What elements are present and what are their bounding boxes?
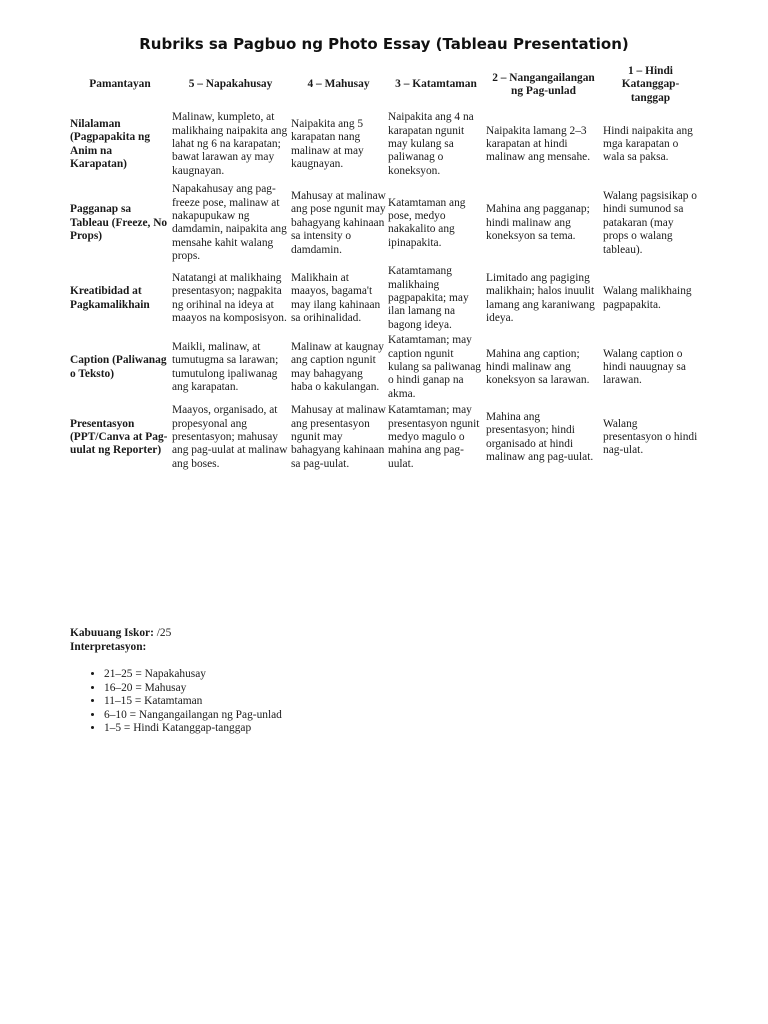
column-header: 4 – Mahusay: [307, 78, 370, 91]
list-item: • 1–5 = Hindi Katanggap-tanggap: [104, 722, 282, 736]
rubric-cell: Katamtamang malikhaing pagpapakita; may ilan lamang na bagong ideya.: [388, 265, 469, 331]
rubric-cell: Katamtaman ang pose, medyo nakakalito ang ipinapakita.: [388, 196, 466, 249]
column-header: 5 – Napakahusay: [188, 78, 273, 91]
list-item: • 21–25 = Napakahusay: [104, 668, 282, 682]
table-row: [69, 183, 699, 263]
rubric-cell: Naipakita ang 4 na karapatan ngunit may kulang sa paliwanag o koneksyon.: [388, 111, 474, 177]
table-header-row: [69, 64, 699, 106]
rubric-cell: Naipakita lamang 2–3 karapatan at hindi malinaw ang mensahe.: [486, 124, 591, 164]
table-row: [69, 106, 699, 183]
column-header: 2 – Nangangailangan ng Pag-unlad: [492, 71, 595, 98]
rubric-cell: Malinaw, kumpleto, at malikhaing naipakita ang lahat ng 6 na karapatan; bawat larawan ay may kaugnayan.: [172, 111, 288, 177]
rubric-cell: Walang caption o hindi nauugnay sa larawan.: [603, 347, 686, 387]
list-item: • 16–20 = Mahusay: [104, 682, 282, 696]
criterion-cell: Nilalaman (Pagpapakita ng Anim na Karapatan): [70, 117, 151, 171]
rubric-cell: Malikhain at maayos, bagama't may ilang kahinaan sa orihinalidad.: [291, 271, 381, 325]
rubric-cell: Walang presentasyon o hindi nag-ulat.: [603, 417, 698, 457]
table-row: [69, 334, 699, 402]
total-score-value: /25: [156, 627, 172, 639]
list-item: • 6–10 = Nangangailangan ng Pag-unlad: [104, 709, 282, 723]
document-title: Rubriks sa Pagbuo ng Photo Essay (Tableau Presentation): [139, 35, 629, 53]
rubric-cell: Mahina ang caption; hindi malinaw ang koneksyon sa larawan.: [486, 347, 590, 387]
rubric-cell: Naipakita ang 5 karapatan nang malinaw at may kaugnayan.: [291, 117, 364, 171]
rubric-cell: Walang pagsisikap o hindi sumunod sa patakaran (may props o walang tableau).: [603, 189, 697, 256]
rubric-cell: Natatangi at malikhaing presentasyon; nagpakita ng orihinal na ideya at maayos na komposisyon.: [172, 271, 287, 325]
rubric-cell: Limitado ang pagiging malikhain; halos inuulit lamang ang karaniwang ideya.: [486, 271, 595, 325]
rubric-table: [69, 64, 699, 474]
rubric-cell: Katamtaman; may caption ngunit kulang sa paliwanag o hindi ganap na akma.: [388, 334, 481, 400]
rubric-cell: Walang malikhaing pagpapakita.: [603, 285, 692, 311]
criterion-cell: Kreatibidad at Pagkamalikhain: [70, 285, 150, 311]
rubric-cell: Mahina ang pagganap; hindi malinaw ang koneksyon sa tema.: [486, 203, 590, 243]
rubric-cell: Malinaw at kaugnay ang caption ngunit may bahagyang haba o kakulangan.: [291, 340, 384, 394]
rubric-cell: Mahusay at malinaw ang pose ngunit may bahagyang kahinaan sa intensity o damdamin.: [291, 189, 386, 256]
column-header: Pamantayan: [89, 78, 151, 91]
interpretation-list: [86, 668, 282, 736]
rubric-cell: Maikli, malinaw, at tumutugma sa larawan; tumutulong ipaliwanag ang karapatan.: [172, 340, 279, 394]
total-score-line: [70, 627, 171, 641]
criterion-cell: Caption (Paliwanag o Teksto): [70, 354, 167, 380]
rubric-cell: Napakahusay ang pag-freeze pose, malinaw at nakapupukaw ng damdamin, naipakita ang mensahe kahit walang props.: [172, 183, 287, 263]
rubric-cell: Hindi naipakita ang mga karapatan o wala sa paksa.: [603, 124, 693, 164]
table-row: [69, 402, 699, 474]
rubric-cell: Mahusay at malinaw ang presentasyon ngunit may bahagyang kahinaan sa pag-uulat.: [291, 404, 386, 470]
total-score-label: Kabuuang Iskor:: [70, 627, 154, 639]
rubric-cell: Katamtaman; may presentasyon ngunit medyo magulo o mahina ang pag-uulat.: [388, 404, 480, 470]
table-row: [69, 264, 699, 334]
criterion-cell: Pagganap sa Tableau (Freeze, No Props): [70, 203, 168, 243]
score-summary: [70, 627, 171, 654]
column-header: 1 – Hindi Katanggap-tanggap: [621, 65, 680, 104]
criterion-cell: Presentasyon (PPT/Canva at Pag-uulat ng Reporter): [70, 417, 168, 457]
interpretation-label: Interpretasyon:: [70, 640, 147, 653]
rubric-cell: Maayos, organisado, at propesyonal ang presentasyon; mahusay ang pag-uulat at malinaw ang boses.: [172, 404, 288, 470]
list-item: • 11–15 = Katamtaman: [104, 695, 282, 709]
column-header: 3 – Katamtaman: [395, 78, 477, 91]
rubric-cell: Mahina ang presentasyon; hindi organisado at hindi malinaw ang pag-uulat.: [486, 410, 594, 464]
